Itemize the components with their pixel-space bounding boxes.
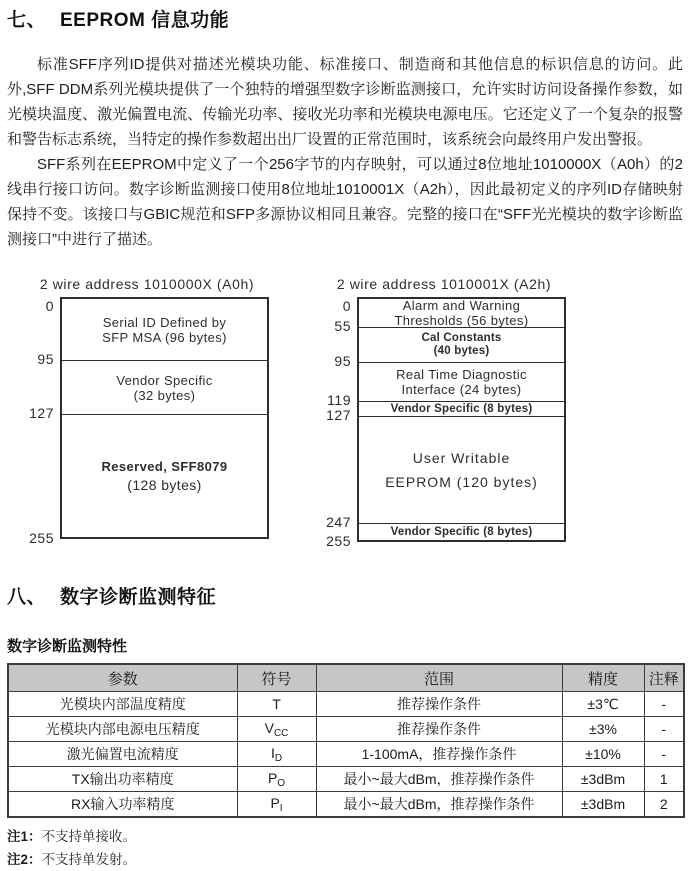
memory-segment <box>359 362 564 401</box>
section-8-title: 数字诊断监测特征 <box>60 587 217 608</box>
cell-accuracy: ±10% <box>562 742 644 767</box>
footnote-label: 注1： <box>7 829 42 844</box>
segment-label: Cal Constants <box>421 332 502 344</box>
cell-range: 最小~最大dBm，推荐操作条件 <box>316 767 562 792</box>
cell-param: RX输入功率精度 <box>8 792 237 818</box>
diagram-body <box>322 297 566 549</box>
segment-label: Thresholds (56 bytes) <box>394 313 529 327</box>
table-caption: 数字诊断监测特性 <box>7 638 128 655</box>
footnote-text: 不支持单接收。 <box>41 829 137 844</box>
cell-symbol: T <box>237 692 316 717</box>
symbol-subscript: D <box>274 752 283 764</box>
segment-label: (128 bytes) <box>127 477 202 493</box>
address-label: 0 <box>342 297 351 314</box>
cell-note: - <box>644 717 684 742</box>
cell-param: 光模块内部温度精度 <box>8 692 237 717</box>
segment-label: (40 bytes) <box>433 345 490 357</box>
segment-label: Alarm and Warning <box>402 299 521 313</box>
cell-range: 最小~最大dBm，推荐操作条件 <box>316 792 562 818</box>
memory-segment <box>359 523 564 540</box>
address-label: 255 <box>326 532 351 549</box>
table-row <box>8 742 684 767</box>
cell-symbol: $I_D$ <box>237 742 316 767</box>
cell-accuracy: ±3dBm <box>562 792 644 818</box>
ddm-characteristics-table <box>7 663 685 818</box>
table-header-row <box>8 664 684 692</box>
segment-label: EEPROM (120 bytes) <box>385 474 538 490</box>
table-row <box>8 792 684 818</box>
memory-map-diagrams <box>7 276 683 549</box>
cell-accuracy: ±3dBm <box>562 767 644 792</box>
cell-note: 2 <box>644 792 684 818</box>
segment-label: Vendor Specific <box>116 372 213 388</box>
memory-segment <box>359 299 564 327</box>
memory-segment <box>359 416 564 523</box>
diagram-body <box>25 297 269 546</box>
segment-label: (32 bytes) <box>133 387 196 403</box>
memory-map-box <box>357 297 566 542</box>
cell-note: - <box>644 692 684 717</box>
footnote-label: 注2： <box>7 852 42 867</box>
footnote <box>7 825 683 848</box>
segment-label: SFP MSA (96 bytes) <box>102 329 227 345</box>
cell-range: 1-100mA，推荐操作条件 <box>316 742 562 767</box>
section-7-title: EEPROM 信息功能 <box>60 10 230 31</box>
address-column <box>322 297 357 549</box>
address-column <box>25 297 60 546</box>
segment-label: User Writable <box>412 450 511 466</box>
address-label: 255 <box>29 529 54 546</box>
address-label: 0 <box>45 297 54 314</box>
footnote <box>7 848 683 871</box>
memory-segment <box>359 401 564 416</box>
symbol-subscript: CC <box>273 727 289 739</box>
cell-range: 推荐操作条件 <box>316 717 562 742</box>
cell-symbol: $V_{CC}$ <box>237 717 316 742</box>
cell-symbol: $P_I$ <box>237 792 316 818</box>
column-header: 符号 <box>237 664 316 692</box>
cell-symbol: $P_O$ <box>237 767 316 792</box>
table-row <box>8 692 684 717</box>
column-header: 注释 <box>644 664 684 692</box>
address-label: 95 <box>334 352 351 369</box>
cell-param: 激光偏置电流精度 <box>8 742 237 767</box>
cell-accuracy: ±3% <box>562 717 644 742</box>
column-header: 参数 <box>8 664 237 692</box>
footnotes <box>7 825 683 871</box>
cell-note: - <box>644 742 684 767</box>
segment-label: Real Time Diagnostic <box>396 367 527 382</box>
address-label: 127 <box>29 404 54 421</box>
cell-note: 1 <box>644 767 684 792</box>
cell-range: 推荐操作条件 <box>316 692 562 717</box>
memory-segment <box>62 299 267 360</box>
segment-label: Interface (24 bytes) <box>401 382 522 397</box>
segment-label: Reserved, SFF8079 <box>101 459 228 474</box>
table-row <box>8 717 684 742</box>
segment-label: Vendor Specific (8 bytes) <box>390 525 533 538</box>
paragraph-2: SFF系列在EEPROM中定义了一个256字节的内存映射，可以通过8位地址1010000X（A0h）的2线串行接口访问。数字诊断监测接口使用8位地址1010001X（A2h），因此最初定义的序列ID存储映射保持不变。该接口与GBIC规范和SFP多源协议相同且兼容。完整的接口在“SFF光光模块的数字诊断监测接口”中进行了描述。 <box>7 156 683 248</box>
diagram-title: 2 wire address 1010000X (A0h) <box>39 276 255 292</box>
address-label: 127 <box>326 406 351 423</box>
segment-label: Serial ID Defined by <box>102 314 227 330</box>
memory-segment <box>359 327 564 362</box>
address-label: 119 <box>327 391 351 408</box>
column-header: 精度 <box>562 664 644 692</box>
memory-segment <box>62 360 267 414</box>
address-label: 95 <box>37 350 54 367</box>
symbol-subscript: O <box>277 777 286 789</box>
section-8-number: 八、 <box>7 587 47 608</box>
symbol-subscript: I <box>279 802 283 814</box>
column-header: 范围 <box>316 664 562 692</box>
paragraph-1: 标准SFF序列ID提供对描述光模块功能、标准接口、制造商和其他信息的标识信息的访问。此外,SFF DDM系列光模块提供了一个独特的增强型数字诊断监测接口，允许实时访问设备操作参数，如光模块温度、激光偏置电流、传输光功率、接收光功率和光模块电源电压。它还定义了一个复杂的报警和警告标志系统，当特定的操作参数超出出厂设置的正常范围时，该系统会向最终用户发出警报。 <box>7 56 683 148</box>
section-7-number: 七、 <box>7 10 47 31</box>
section-7-body <box>7 52 683 252</box>
section-8-heading <box>7 582 683 609</box>
segment-label: Vendor Specific (8 bytes) <box>390 402 533 415</box>
cell-param: 光模块内部电源电压精度 <box>8 717 237 742</box>
section-7-heading <box>7 5 683 32</box>
memory-segment <box>62 414 267 537</box>
address-label: 247 <box>326 513 351 530</box>
address-label: 55 <box>334 317 351 334</box>
diagram-title: 2 wire address 1010001X (A2h) <box>336 276 552 292</box>
cell-accuracy: ±3℃ <box>562 692 644 717</box>
table-row <box>8 767 684 792</box>
memory-map-a0h <box>25 276 269 546</box>
memory-map-a2h <box>322 276 566 549</box>
memory-map-box <box>60 297 269 539</box>
footnote-text: 不支持单发射。 <box>41 852 137 867</box>
cell-param: TX输出功率精度 <box>8 767 237 792</box>
